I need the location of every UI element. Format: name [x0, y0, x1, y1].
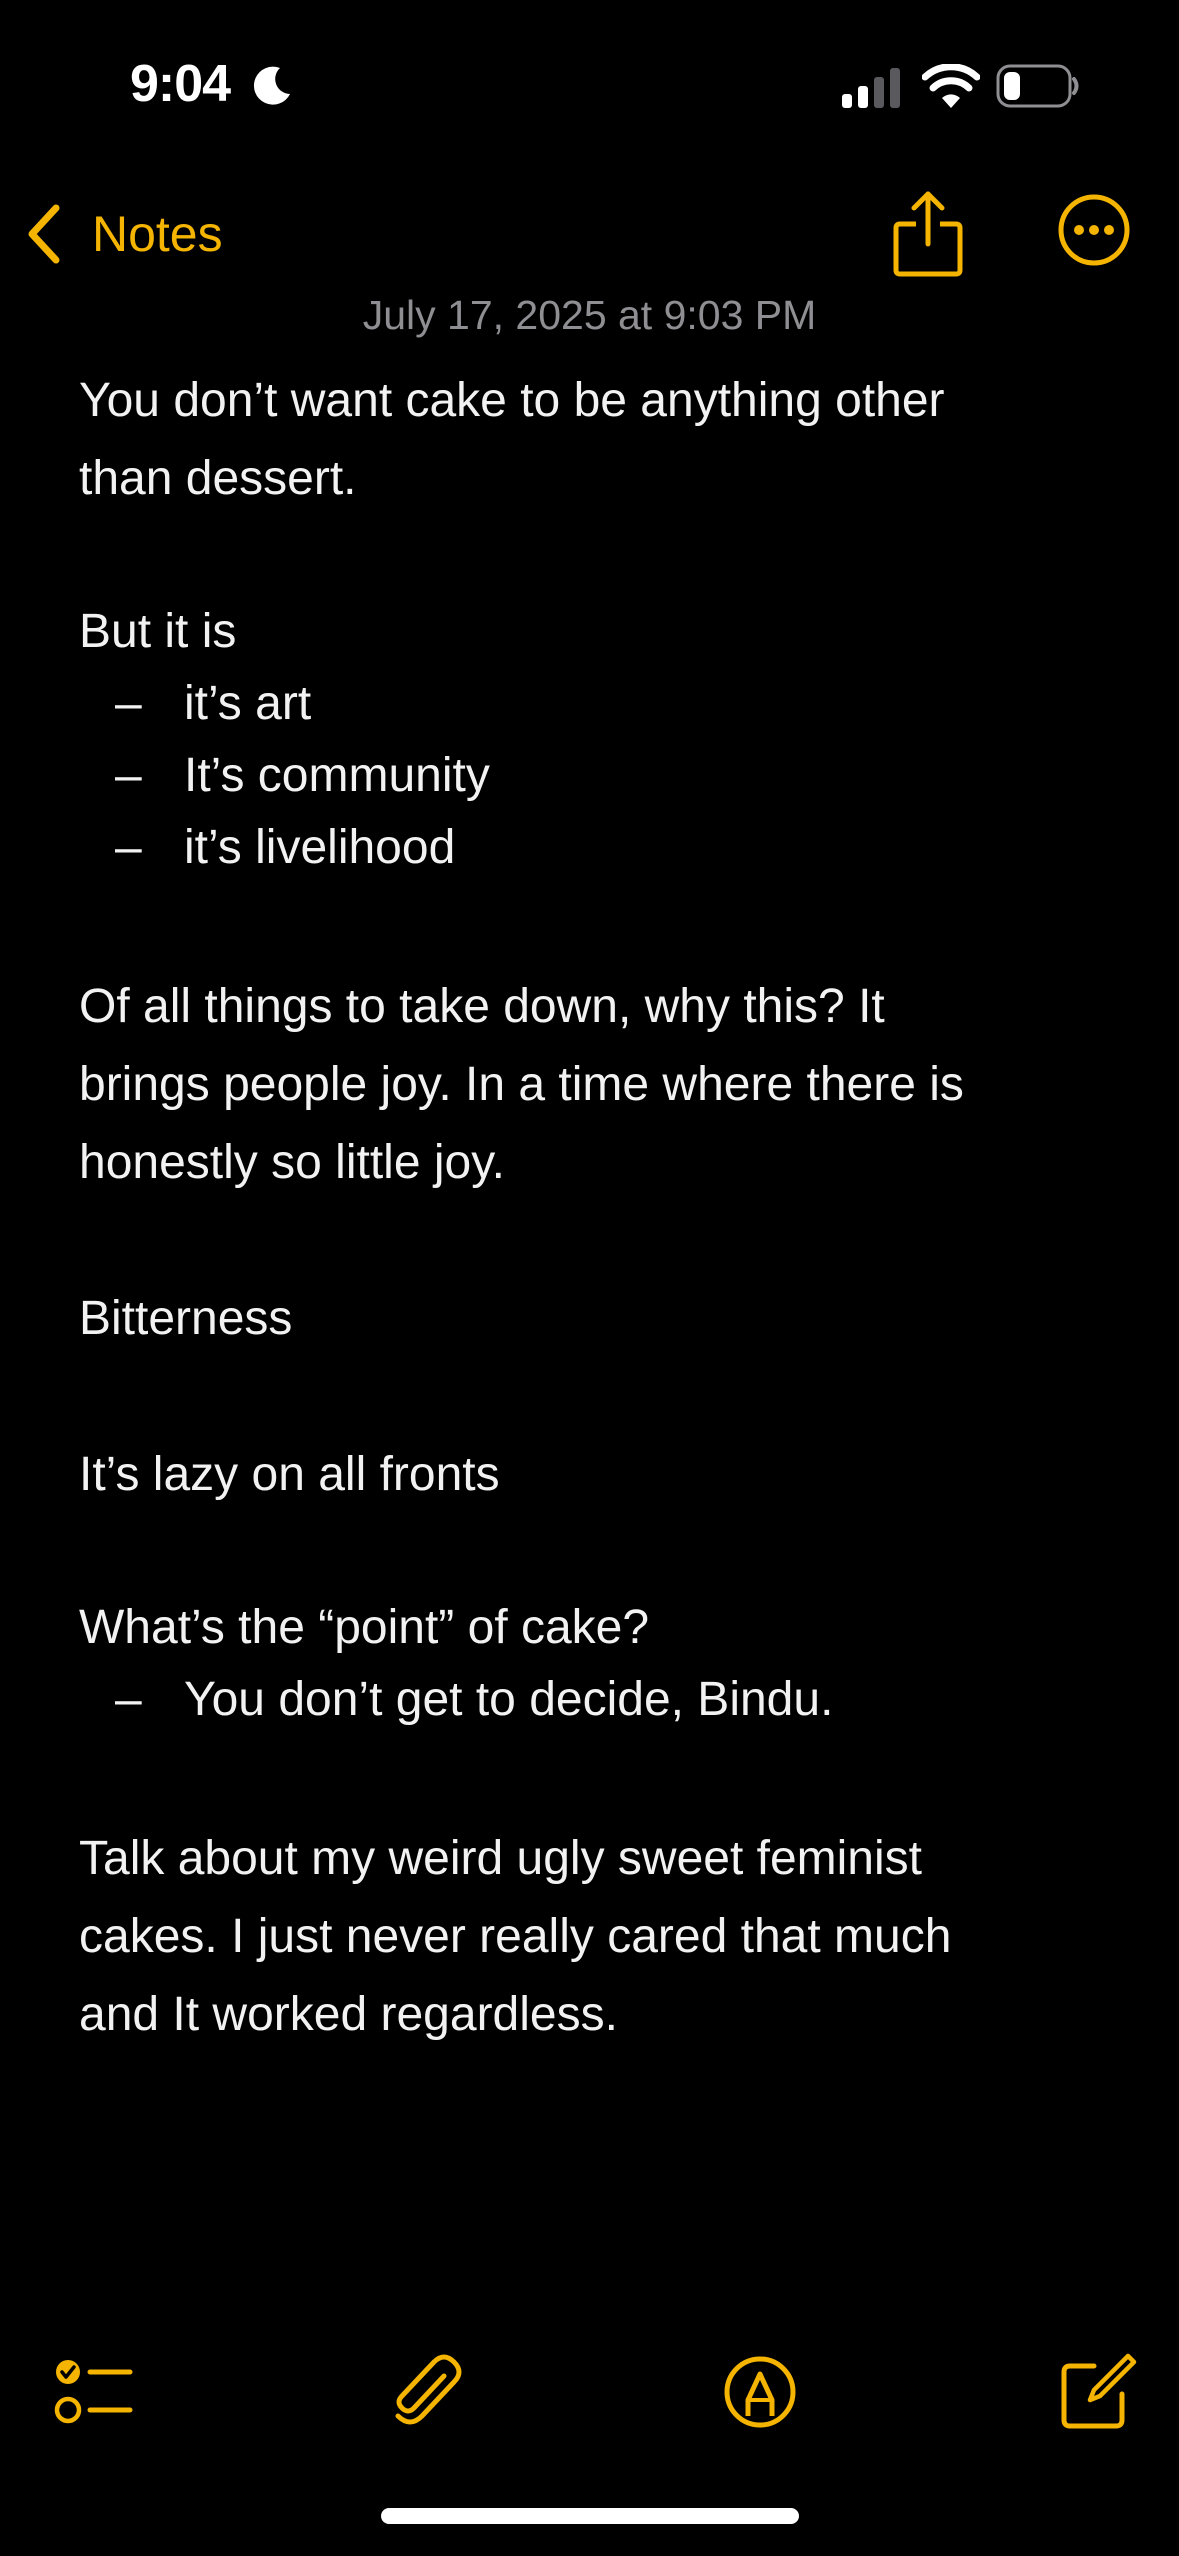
note-text-line: honestly so little joy.	[79, 1136, 505, 1189]
checklist-icon[interactable]	[52, 2350, 136, 2434]
list-item-text: You don’t get to decide, Bindu.	[184, 1673, 834, 1726]
ellipsis-circle-icon[interactable]	[1056, 192, 1132, 268]
list-item	[79, 740, 1099, 812]
compose-icon[interactable]	[1054, 2350, 1138, 2434]
home-indicator[interactable]	[381, 2508, 799, 2524]
navigation-bar	[0, 180, 1179, 280]
note-text-line: Bitterness	[79, 1292, 293, 1345]
note-body[interactable]	[79, 362, 1099, 2054]
status-bar	[0, 0, 1179, 170]
note-text-line: and It worked regardless.	[79, 1988, 618, 2041]
list-bullet: –	[115, 677, 142, 730]
note-text-line: cakes. I just never really cared that much	[79, 1910, 952, 1963]
note-text-line: Talk about my weird ugly sweet feminist	[79, 1832, 922, 1885]
note-text-line: But it is	[79, 605, 237, 658]
note-date: July 17, 2025 at 9:03 PM	[362, 292, 817, 338]
markup-pen-icon[interactable]	[718, 2350, 802, 2434]
note-text-line: You don’t want cake to be anything other	[79, 374, 945, 427]
list-bullet: –	[115, 821, 142, 874]
list-bullet: –	[115, 1673, 142, 1726]
status-time: 9:04	[130, 55, 231, 113]
list-item-text: it’s livelihood	[184, 821, 456, 874]
list-item	[79, 668, 1099, 740]
note-text-line: It’s lazy on all fronts	[79, 1448, 500, 1501]
share-icon[interactable]	[890, 188, 966, 278]
list-item	[79, 1664, 1099, 1736]
list-item-text: It’s community	[184, 749, 490, 802]
chevron-left-icon	[24, 202, 64, 266]
cellular-signal-icon	[842, 68, 904, 108]
note-text-line: Of all things to take down, why this? It	[79, 980, 885, 1033]
list-bullet: –	[115, 749, 142, 802]
back-button-label: Notes	[92, 206, 223, 262]
note-text-line: What’s the “point” of cake?	[79, 1601, 650, 1654]
battery-icon	[996, 62, 1080, 110]
wifi-icon	[922, 64, 980, 108]
note-text-line: brings people joy. In a time where there is	[79, 1058, 964, 1111]
paperclip-icon[interactable]	[384, 2350, 468, 2434]
note-text-line: than dessert.	[79, 452, 357, 505]
moon-icon	[252, 64, 294, 106]
list-item	[79, 812, 1099, 884]
list-item-text: it’s art	[184, 677, 312, 730]
bottom-toolbar	[0, 2340, 1179, 2440]
back-button[interactable]	[24, 194, 223, 274]
